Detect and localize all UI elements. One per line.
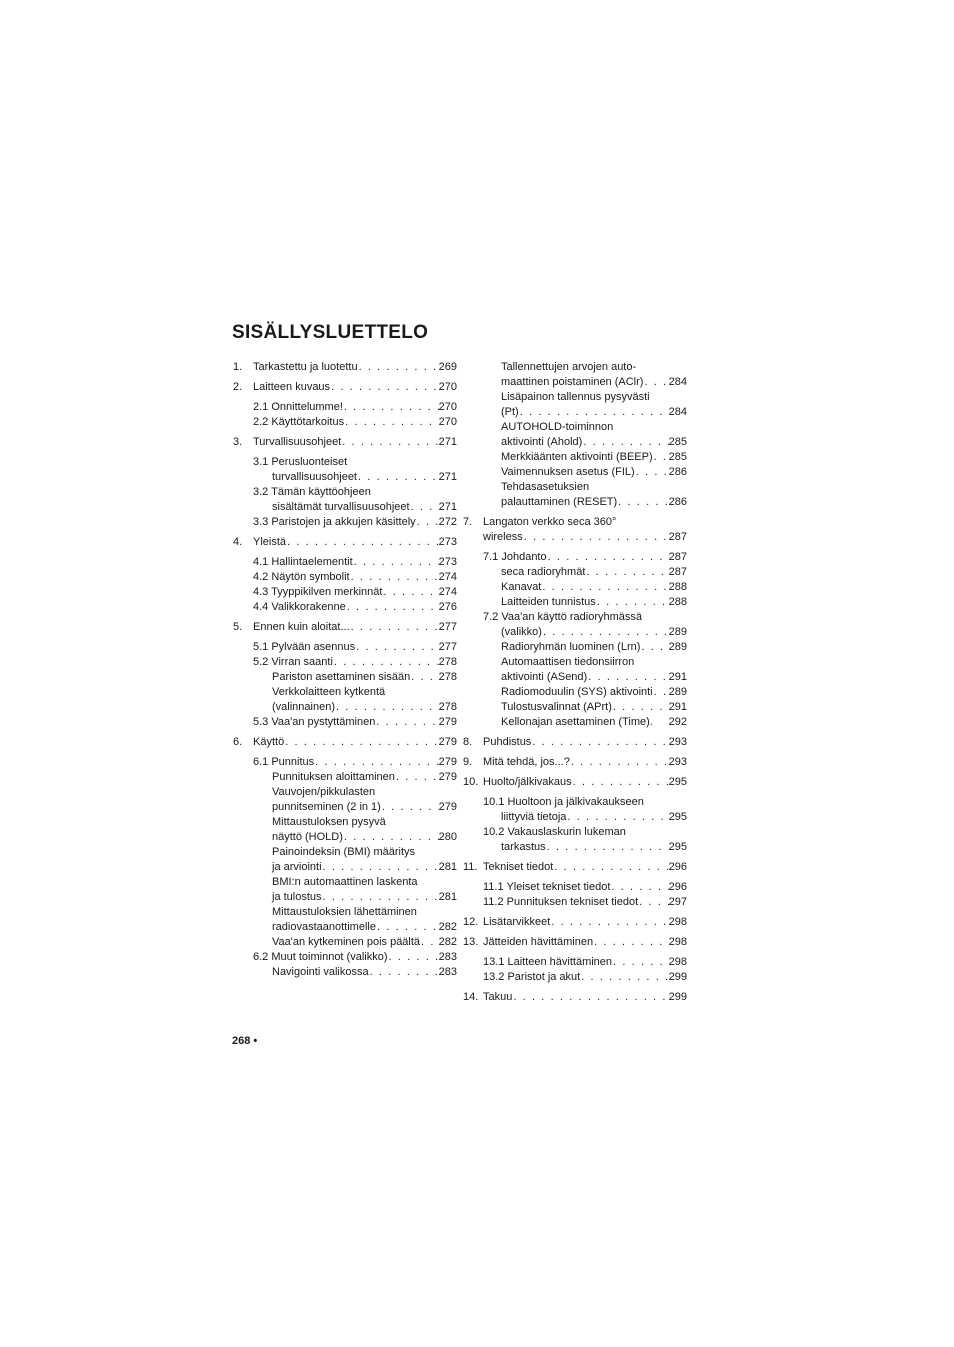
toc-entry-label: 3.2 Tämän käyttöohjeen [253, 486, 371, 498]
toc-entry[interactable] [233, 400, 457, 415]
toc-entry-page: 286 [668, 466, 687, 478]
toc-entry-page: 295 [668, 776, 687, 788]
toc-entry-page: 278 [438, 656, 457, 668]
dot-leader [638, 895, 669, 910]
toc-entry-label: Mitä tehdä, jos...? [483, 756, 570, 768]
toc-entry-label: Laitteiden tunnistus [501, 596, 596, 608]
dot-leader [550, 915, 668, 930]
dot-leader [541, 580, 668, 595]
dot-leader [410, 670, 438, 685]
toc-entry-page: 285 [668, 436, 687, 448]
dot-leader [572, 775, 669, 790]
toc-entry-label: Langaton verkko seca 360° [483, 516, 617, 528]
dot-leader [593, 935, 669, 950]
toc-entry-page: 278 [438, 671, 457, 683]
toc-entry-label: Ennen kuin aloitat... [253, 621, 350, 633]
toc-entry-page: 284 [668, 406, 687, 418]
toc-entry-label: turvallisuusohjeet [272, 471, 357, 483]
toc-entry[interactable] [233, 620, 457, 635]
dot-leader [322, 860, 439, 875]
toc-entry-label: 5.3 Vaa'an pystyttäminen [253, 716, 376, 728]
toc-entry-label: Punnituksen aloittaminen [272, 771, 395, 783]
toc-entry-label: seca radioryhmät [501, 566, 586, 578]
toc-entry[interactable] [463, 715, 687, 730]
toc-entry[interactable] [463, 685, 687, 700]
toc-entry[interactable] [233, 600, 457, 615]
toc-entry[interactable] [463, 655, 687, 685]
toc-entry-label: ja arviointi [272, 861, 322, 873]
toc-entry-page: 289 [668, 626, 687, 638]
toc-entry[interactable] [463, 595, 687, 610]
toc-entry-label: 13.2 Paristot ja akut [483, 971, 581, 983]
toc-entry-label: AUTOHOLD-toiminnon [501, 421, 614, 433]
dot-leader [344, 415, 439, 430]
toc-entry[interactable] [463, 550, 687, 565]
toc-entry-label: Navigointi valikossa [272, 966, 369, 978]
toc-entry[interactable] [463, 775, 687, 790]
toc-entry[interactable] [233, 815, 457, 845]
toc-entry-label: Lisätarvikkeet [483, 916, 551, 928]
toc-entry-label: Takuu [483, 991, 513, 1003]
dot-leader [643, 375, 668, 390]
toc-entry[interactable] [233, 515, 457, 530]
toc-entry-label: 3.1 Perusluonteiset [253, 456, 348, 468]
toc-entry-label: liittyviä tietoja [501, 811, 567, 823]
dot-leader [580, 970, 668, 985]
toc-entry-label: maattinen poistaminen (AClr) [501, 376, 644, 388]
toc-entry-label: wireless [483, 531, 523, 543]
toc-entry[interactable] [463, 610, 687, 640]
dot-leader [375, 715, 438, 730]
dot-leader [335, 700, 439, 715]
toc-entry[interactable] [233, 585, 457, 600]
toc-entry-page: 279 [438, 716, 457, 728]
dot-leader [350, 570, 439, 585]
toc-entry-page: 298 [668, 956, 687, 968]
dot-leader [284, 735, 438, 750]
toc-entry[interactable] [233, 905, 457, 935]
toc-entry[interactable] [463, 640, 687, 655]
toc-entry-label: Tekniset tiedot [483, 861, 554, 873]
toc-entry[interactable] [233, 785, 457, 815]
toc-entry[interactable] [463, 580, 687, 595]
toc-entry-page: 274 [438, 586, 457, 598]
toc-entry-page: 298 [668, 916, 687, 928]
toc-entry-page: 279 [438, 756, 457, 768]
toc-entry-page: 281 [438, 861, 457, 873]
toc-entry-page: 295 [668, 841, 687, 853]
dot-leader [420, 935, 439, 950]
toc-entry[interactable] [233, 735, 457, 750]
toc-entry[interactable] [233, 950, 457, 965]
toc-entry-number: 6. [233, 736, 243, 748]
dot-leader [547, 550, 669, 565]
dot-leader [653, 450, 669, 465]
toc-entry[interactable] [463, 450, 687, 465]
toc-entry-label: 10.1 Huoltoon ja jälkivakaukseen [483, 796, 644, 808]
toc-entry-label: (valikko) [501, 626, 542, 638]
toc-entry-label: Yleistä [253, 536, 287, 548]
toc-entry-page: 287 [668, 531, 687, 543]
toc-entry-label: Tulostusvalinnat (APrt) [501, 701, 612, 713]
toc-entry[interactable] [233, 685, 457, 715]
toc-entry[interactable] [463, 565, 687, 580]
dot-leader [416, 515, 439, 530]
toc-entry-label: 7.1 Johdanto [483, 551, 547, 563]
toc-entry[interactable] [463, 390, 687, 420]
toc-entry-label: 10.2 Vakauslaskurin lukeman [483, 826, 626, 838]
toc-entry-label: Jätteiden hävittäminen [483, 936, 594, 948]
toc-entry-label: Vaa'an kytkeminen pois päältä [272, 936, 421, 948]
dot-leader [388, 950, 439, 965]
toc-entry[interactable] [463, 755, 687, 770]
dot-leader [531, 735, 668, 750]
toc-entry-number: 8. [463, 736, 473, 748]
dot-leader [612, 955, 669, 970]
toc-entry-page: 292 [668, 716, 687, 728]
toc-entry[interactable] [463, 825, 687, 855]
toc-entry-label: 13.1 Laitteen hävittäminen [483, 956, 613, 968]
toc-entry-page: 279 [438, 736, 457, 748]
toc-entry-page: 293 [668, 736, 687, 748]
dot-leader [358, 360, 439, 375]
toc-entry-number: 11. [463, 861, 478, 873]
dot-leader [617, 495, 668, 510]
toc-entry[interactable] [233, 670, 457, 685]
toc-entry-label: 6.2 Muut toiminnot (valikko) [253, 951, 388, 963]
toc-entry-number: 4. [233, 536, 243, 548]
toc-entry[interactable] [233, 360, 457, 375]
toc-entry[interactable] [463, 735, 687, 750]
toc-entry[interactable] [463, 915, 687, 930]
dot-leader [286, 535, 439, 550]
toc-entry[interactable] [233, 640, 457, 655]
toc-entry[interactable] [233, 435, 457, 450]
toc-entry[interactable] [233, 935, 457, 950]
dot-leader [353, 555, 439, 570]
toc-entry[interactable] [233, 845, 457, 875]
toc-entry-page: 271 [438, 436, 457, 448]
dot-leader [350, 620, 439, 635]
dot-leader [566, 810, 668, 825]
dot-leader [395, 770, 439, 785]
toc-entry-label: tarkastus [501, 841, 546, 853]
toc-entry-label: Radioryhmän luominen (Lrn) [501, 641, 641, 653]
toc-entry-page: 282 [438, 936, 457, 948]
toc-entry-label: Lisäpainon tallennus pysyvästi [501, 391, 650, 403]
toc-entry-page: 287 [668, 551, 687, 563]
toc-entry-page: 296 [668, 861, 687, 873]
toc-entry-number: 5. [233, 621, 243, 633]
dot-leader [410, 500, 439, 515]
toc-entry-page: 274 [438, 571, 457, 583]
dot-leader [523, 530, 669, 545]
dot-leader [322, 890, 439, 905]
toc-entry-label: 11.2 Punnituksen tekniset tiedot [483, 896, 639, 908]
toc-entry[interactable] [233, 485, 457, 515]
toc-entry[interactable] [463, 895, 687, 910]
toc-entry[interactable] [463, 480, 687, 510]
toc-entry-page: 277 [438, 641, 457, 653]
page-number: 268 • [232, 1035, 258, 1047]
dot-leader [330, 380, 439, 395]
toc-entry-label: sisältämät turvallisuusohjeet [272, 501, 410, 513]
toc-entry-label: Verkkolaitteen kytkentä [272, 686, 386, 698]
toc-entry-label: 4.2 Näytön symbolit [253, 571, 350, 583]
dot-leader [570, 755, 669, 770]
toc-entry-label: 4.1 Hallintaelementit [253, 556, 353, 568]
toc-entry-label: Kellonajan asettaminen (Time). [501, 716, 653, 728]
toc-entry-page: 271 [438, 501, 457, 513]
toc-entry-page: 296 [668, 881, 687, 893]
toc-entry-page: 286 [668, 496, 687, 508]
dot-leader [357, 470, 439, 485]
toc-entry-page: 288 [668, 581, 687, 593]
dot-leader [596, 595, 669, 610]
toc-entry-page: 279 [438, 801, 457, 813]
dot-leader [355, 640, 439, 655]
toc-entry[interactable] [233, 570, 457, 585]
toc-entry[interactable] [463, 935, 687, 950]
toc-entry-label: Radiomoduulin (SYS) aktivointi [501, 686, 653, 698]
toc-entry-page: 283 [438, 966, 457, 978]
toc-column-left [233, 360, 457, 980]
toc-entry-page: 270 [438, 416, 457, 428]
toc-entry-page: 281 [438, 891, 457, 903]
toc-entry-page: 282 [438, 921, 457, 933]
dot-leader [382, 585, 438, 600]
dot-leader [519, 405, 669, 420]
toc-entry-number: 10. [463, 776, 479, 788]
toc-entry-page: 278 [438, 701, 457, 713]
toc-entry-label: 4.3 Tyyppikilven merkinnät [253, 586, 383, 598]
toc-entry-label: Tehdasasetuksien [501, 481, 590, 493]
toc-entry[interactable] [233, 715, 457, 730]
toc-entry[interactable] [233, 555, 457, 570]
toc-entry-page: 299 [668, 971, 687, 983]
toc-entry-label: 2.2 Käyttötarkoitus [253, 416, 345, 428]
toc-entry-page: 295 [668, 811, 687, 823]
toc-entry[interactable] [463, 420, 687, 450]
toc-entry-page: 291 [668, 671, 687, 683]
toc-entry-label: palauttaminen (RESET) [501, 496, 618, 508]
dot-leader [612, 700, 669, 715]
toc-entry-label: (Pt) [501, 406, 519, 418]
toc-entry-page: 289 [668, 641, 687, 653]
toc-entry-label: Tarkastettu ja luotettu [253, 361, 358, 373]
toc-entry-page: 272 [438, 516, 457, 528]
toc-entry-label: Mittaustuloksien lähettäminen [272, 906, 417, 918]
toc-entry-label: ja tulostus [272, 891, 322, 903]
toc-entry[interactable] [463, 515, 687, 545]
dot-leader [346, 600, 439, 615]
toc-entry[interactable] [463, 880, 687, 895]
toc-entry-page: 299 [668, 991, 687, 1003]
dot-leader [653, 685, 669, 700]
toc-entry-label: 7.2 Vaa'an käyttö radioryhmässä [483, 611, 643, 623]
toc-entry-page: 276 [438, 601, 457, 613]
toc-entry-page: 279 [438, 771, 457, 783]
toc-entry-label: Laitteen kuvaus [253, 381, 331, 393]
dot-leader [582, 435, 668, 450]
toc-entry-label: (valinnainen) [272, 701, 335, 713]
toc-entry-label: Automaattisen tiedonsiirron [501, 656, 635, 668]
toc-entry-number: 9. [463, 756, 473, 768]
toc-entry-label: 2.1 Onnittelumme! [253, 401, 343, 413]
dot-leader [640, 640, 668, 655]
toc-entry[interactable] [463, 360, 687, 390]
toc-entry-page: 270 [438, 401, 457, 413]
dot-leader [585, 565, 668, 580]
toc-entry-label: Vaimennuksen asetus (FIL) [501, 466, 635, 478]
toc-entry-label: 4.4 Valikkorakenne [253, 601, 346, 613]
toc-entry[interactable] [233, 380, 457, 395]
toc-entry[interactable] [463, 955, 687, 970]
dot-leader [376, 920, 439, 935]
dot-leader [333, 655, 439, 670]
toc-entry[interactable] [233, 655, 457, 670]
toc-entry[interactable] [233, 455, 457, 485]
toc-entry-label: aktivointi (ASend) [501, 671, 588, 683]
dot-leader [381, 800, 439, 815]
toc-entry-page: 283 [438, 951, 457, 963]
toc-entry-label: 11.1 Yleiset tekniset tiedot [483, 881, 611, 893]
toc-entry-label: Puhdistus [483, 736, 532, 748]
toc-entry-label: radiovastaanottimelle [272, 921, 376, 933]
toc-entry-label: Kanavat [501, 581, 542, 593]
toc-entry[interactable] [233, 875, 457, 905]
toc-entry[interactable] [233, 415, 457, 430]
toc-entry-label: 5.1 Pylvään asennus [253, 641, 356, 653]
toc-entry[interactable] [233, 770, 457, 785]
toc-entry-number: 12. [463, 916, 479, 928]
toc-entry[interactable] [463, 795, 687, 825]
dot-leader [587, 670, 668, 685]
toc-entry-label: 3.3 Paristojen ja akkujen käsittely [253, 516, 416, 528]
toc-entry-label: Turvallisuusohjeet [253, 436, 342, 448]
toc-entry-number: 1. [233, 361, 243, 373]
toc-entry[interactable] [463, 465, 687, 480]
dot-leader [343, 830, 439, 845]
toc-entry-page: 280 [438, 831, 457, 843]
toc-entry-label: Mittaustuloksen pysyvä [272, 816, 386, 828]
toc-entry-page: 270 [438, 381, 457, 393]
toc-entry-number: 2. [233, 381, 243, 393]
toc-entry-page: 293 [668, 756, 687, 768]
toc-entry-number: 14. [463, 991, 479, 1003]
toc-entry-label: Pariston asettaminen sisään [272, 671, 411, 683]
toc-entry-label: näyttö (HOLD) [272, 831, 343, 843]
toc-entry-label: Painoindeksin (BMI) määritys [272, 846, 416, 858]
toc-entry-page: 285 [668, 451, 687, 463]
toc-entry[interactable] [463, 970, 687, 985]
toc-entry[interactable] [233, 755, 457, 770]
dot-leader [610, 880, 668, 895]
dot-leader [553, 860, 668, 875]
toc-entry-page: 291 [668, 701, 687, 713]
toc-entry[interactable] [233, 965, 457, 980]
toc-entry-label: Käyttö [253, 736, 285, 748]
toc-entry[interactable] [463, 700, 687, 715]
toc-entry-page: 297 [668, 896, 687, 908]
toc-entry-label: Vauvojen/pikkulasten [272, 786, 376, 798]
toc-entry-number: 7. [463, 516, 473, 528]
toc-entry-label: BMI:n automaattinen laskenta [272, 876, 418, 888]
toc-entry-page: 287 [668, 566, 687, 578]
toc-entry-label: Merkkiäänten aktivointi (BEEP) [501, 451, 653, 463]
toc-entry-page: 269 [438, 361, 457, 373]
dot-leader [512, 990, 668, 1005]
toc-entry-page: 271 [438, 471, 457, 483]
toc-entry-label: Huolto/jälkivakaus [483, 776, 572, 788]
dot-leader [369, 965, 439, 980]
toc-entry[interactable] [233, 535, 457, 550]
toc-entry-label: Tallennettujen arvojen auto- [501, 361, 637, 373]
dot-leader [341, 435, 438, 450]
dot-leader [635, 465, 669, 480]
dot-leader [542, 625, 669, 640]
toc-entry-page: 277 [438, 621, 457, 633]
dot-leader [343, 400, 439, 415]
toc-entry[interactable] [463, 990, 687, 1005]
toc-entry-page: 289 [668, 686, 687, 698]
toc-entry-label: aktivointi (Ahold) [501, 436, 583, 448]
toc-entry-page: 273 [438, 556, 457, 568]
dot-leader [314, 755, 438, 770]
page-title: SISÄLLYSLUETTELO [232, 322, 429, 343]
toc-entry-page: 284 [668, 376, 687, 388]
toc-entry-page: 288 [668, 596, 687, 608]
toc-entry[interactable] [463, 860, 687, 875]
toc-entry-label: punnitseminen (2 in 1) [272, 801, 381, 813]
toc-entry-page: 298 [668, 936, 687, 948]
toc-entry-number: 3. [233, 436, 243, 448]
toc-entry-label: 5.2 Virran saanti [253, 656, 333, 668]
toc-entry-label: 6.1 Punnitus [253, 756, 315, 768]
toc-entry-number: 13. [463, 936, 479, 948]
dot-leader [546, 840, 669, 855]
toc-column-right [463, 360, 687, 1005]
toc-entry-page: 273 [438, 536, 457, 548]
